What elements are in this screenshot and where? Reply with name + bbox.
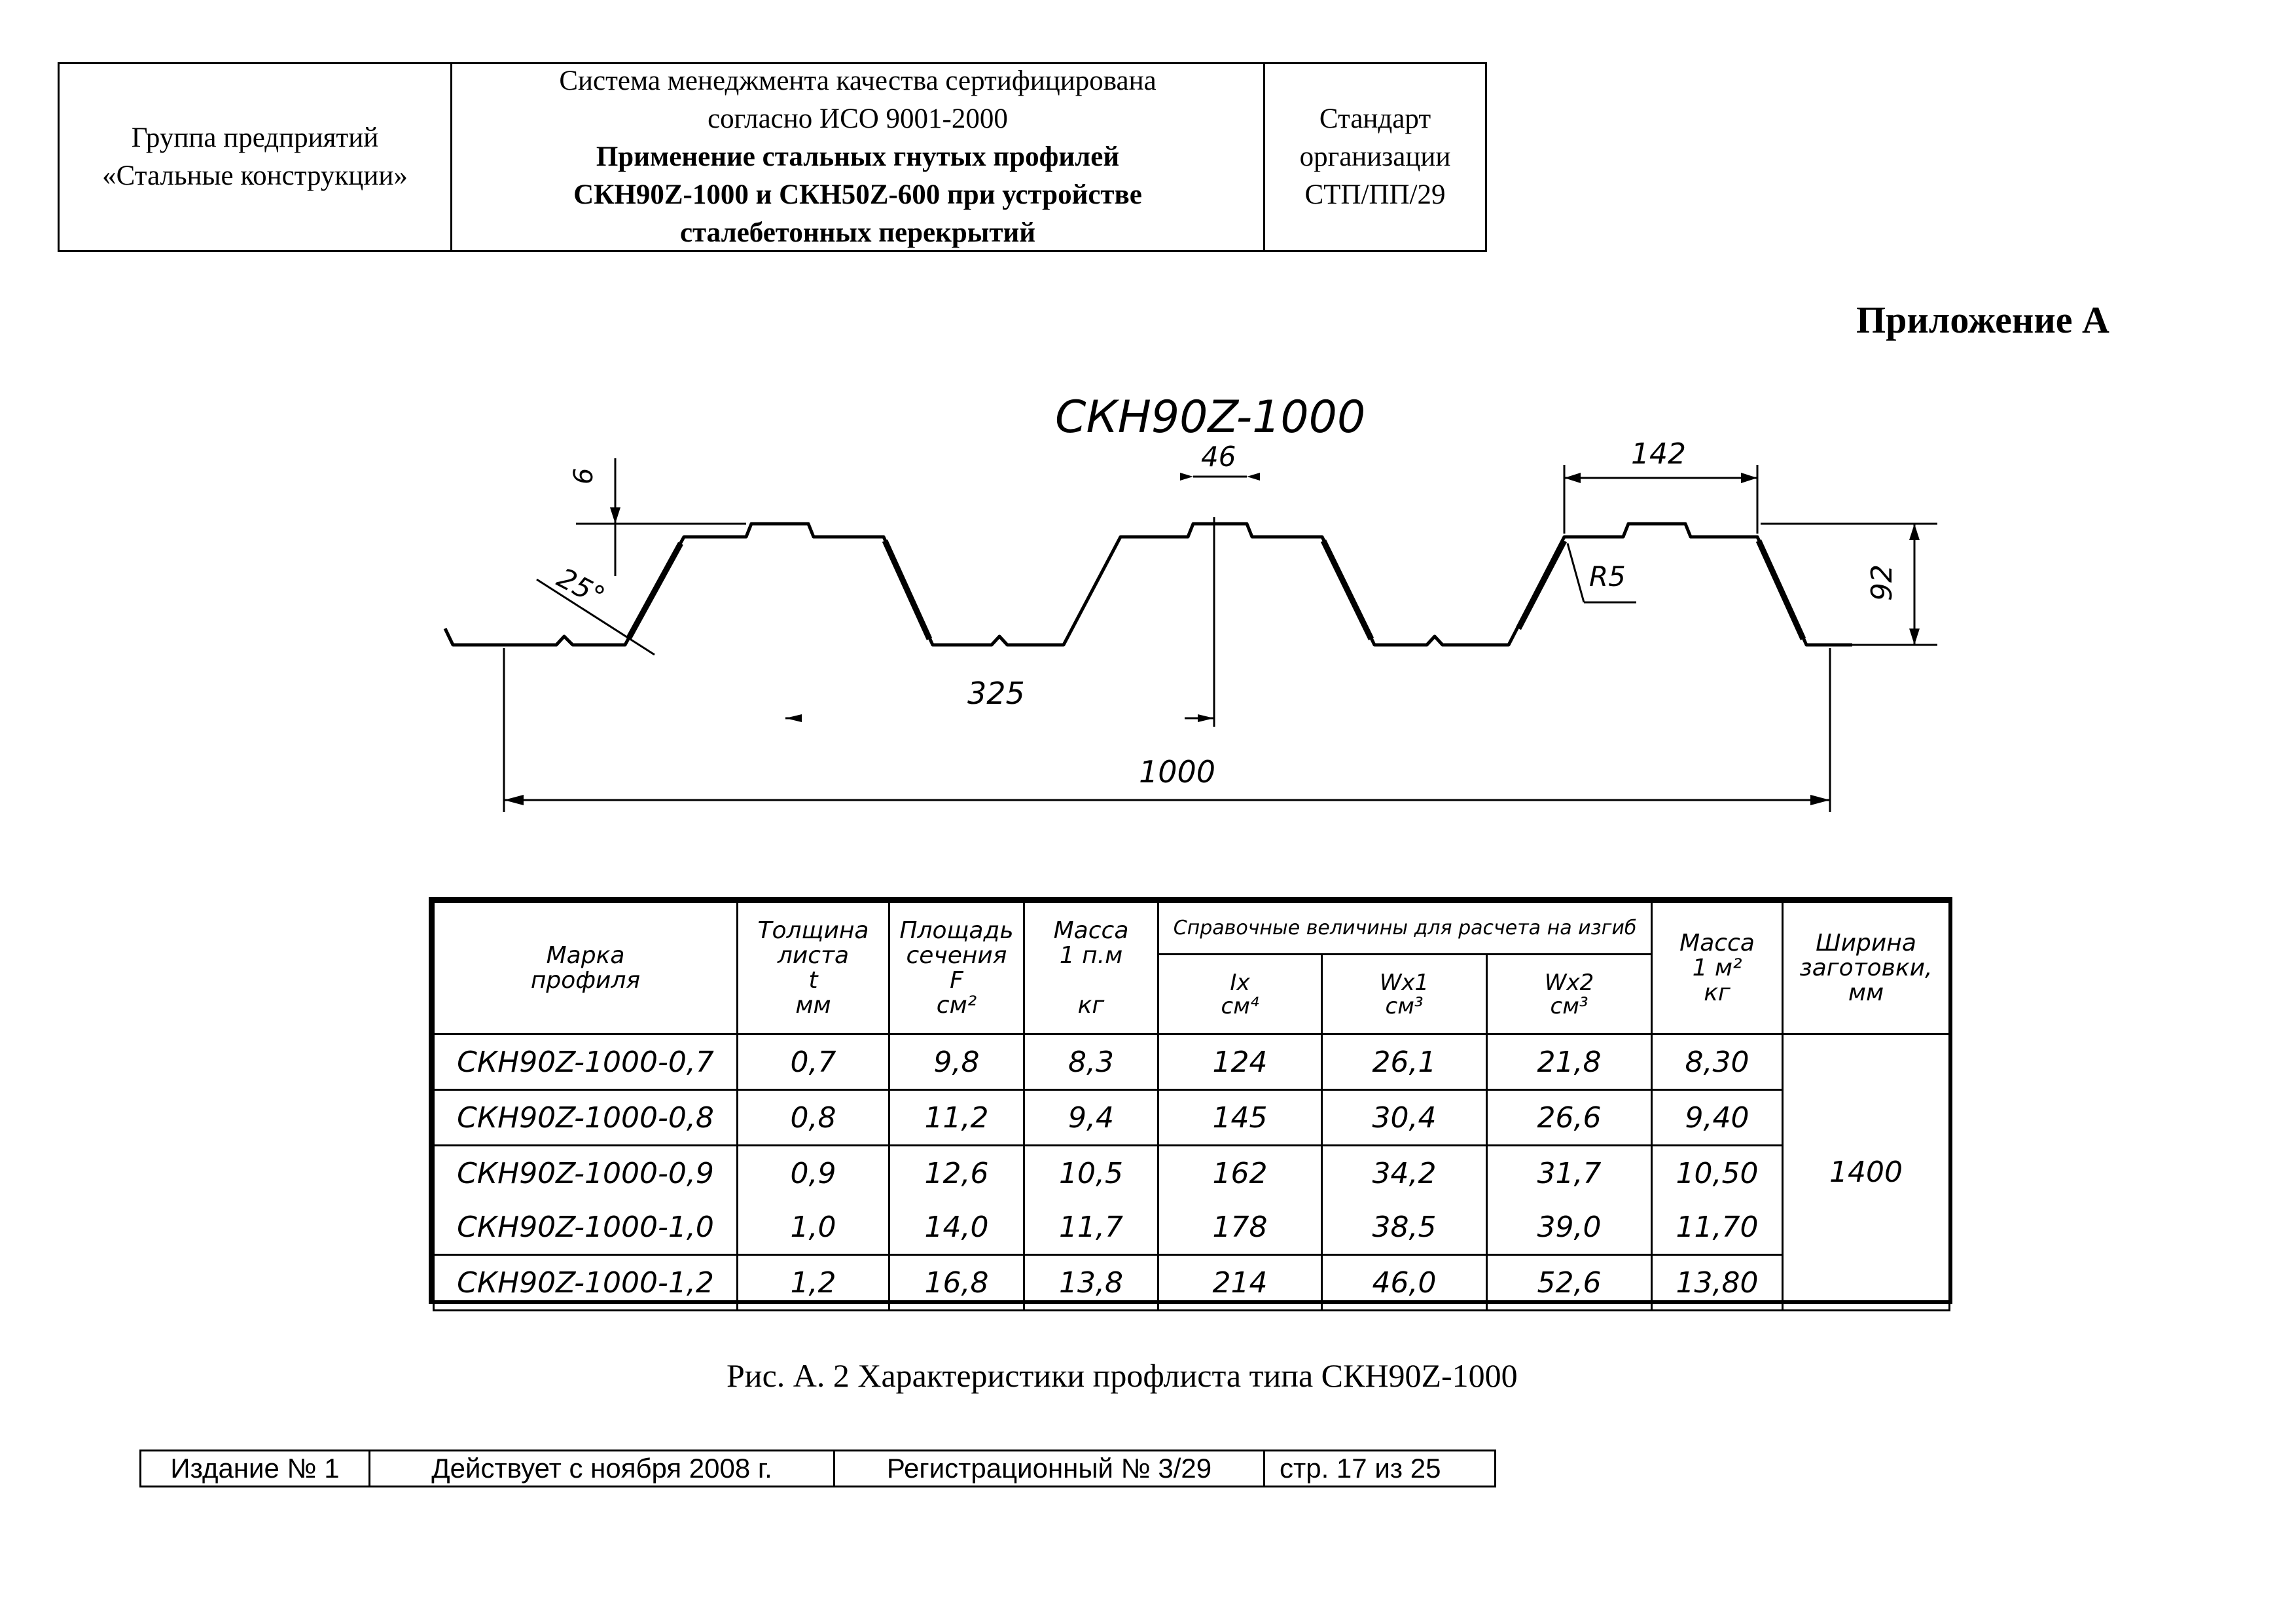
profile-name-label: СКН90Z-1000 [1055, 392, 1366, 443]
table-row: СКН90Z-1000-0,8 0,8 11,2 9,4 145 30,4 26,6 9,40 [434, 1090, 1950, 1146]
header-wx2: Wx2 см³ [1487, 955, 1652, 1034]
std-code: СТП/ПП/29 [1304, 179, 1446, 210]
header-blank-width: Ширина заготовки, мм [1783, 902, 1950, 1034]
table-row: СКН90Z-1000-1,2 1,2 16,8 13,8 214 46,0 52,6 13,80 [434, 1255, 1950, 1311]
qms-line2: согласно ИСО 9001-2000 [708, 103, 1008, 134]
dim-6-label: 6 [569, 467, 599, 484]
header-ix: Ix см⁴ [1158, 955, 1322, 1034]
table-row: СКН90Z-1000-0,9 0,9 12,6 10,5 162 34,2 31,7 10,50 [434, 1146, 1950, 1201]
header-wx1: Wx1 см³ [1322, 955, 1487, 1034]
appendix-title: Приложение А [1856, 299, 2109, 341]
doc-title-line3: сталебетонных перекрытий [679, 217, 1036, 248]
dim-325-label: 325 [967, 676, 1025, 711]
org-line2: «Стальные конструкции» [102, 160, 408, 191]
effective-date-cell: Действует с ноября 2008 г. [370, 1451, 835, 1486]
page-number-cell: стр. 17 из 25 [1280, 1453, 1441, 1484]
dim-142-label: 142 [1631, 437, 1686, 471]
table-row: СКН90Z-1000-1,0 1,0 14,0 11,7 178 38,5 39,0 11,70 [434, 1200, 1950, 1255]
dim-1000-label: 1000 [1139, 754, 1216, 790]
header-reference-group: Справочные величины для расчета на изгиб [1158, 902, 1652, 955]
qms-line1: Система менеджмента качества сертифицирована [559, 65, 1157, 96]
doc-title-line2: СКН90Z-1000 и СКН50Z-600 при устройстве [573, 179, 1142, 210]
dim-25-label: 25° [552, 561, 611, 613]
table-row: СКН90Z-1000-0,7 0,7 9,8 8,3 124 26,1 21,8 8,30 1400 [434, 1034, 1950, 1090]
header-area: Площадь сечения F см² [889, 902, 1024, 1034]
edition-cell: Издание № 1 [141, 1451, 370, 1486]
dim-92-label: 92 [1865, 564, 1899, 601]
blank-width-value: 1400 [1783, 1034, 1950, 1311]
std-line2: организации [1299, 141, 1451, 172]
header-mark: Марка профиля [434, 902, 738, 1034]
footer-block [139, 1450, 1496, 1487]
doc-title-line1: Применение стальных гнутых профилей [596, 141, 1120, 172]
figure-caption: Рис. А. 2 Характеристики профлиста типа СКН90Z-1000 [726, 1357, 1518, 1394]
header-thickness: Толщина листа t мм [738, 902, 889, 1034]
header-mass-m2: Масса 1 м² кг [1652, 902, 1783, 1034]
characteristics-table [429, 897, 1952, 1304]
std-line1: Стандарт [1319, 103, 1431, 134]
registration-cell: Регистрационный № 3/29 [835, 1451, 1265, 1486]
dim-r5-label: R5 [1589, 560, 1626, 593]
header-mass: Масса 1 п.м кг [1024, 902, 1158, 1034]
org-line1: Группа предприятий [131, 122, 379, 153]
dim-46-label: 46 [1201, 441, 1236, 473]
